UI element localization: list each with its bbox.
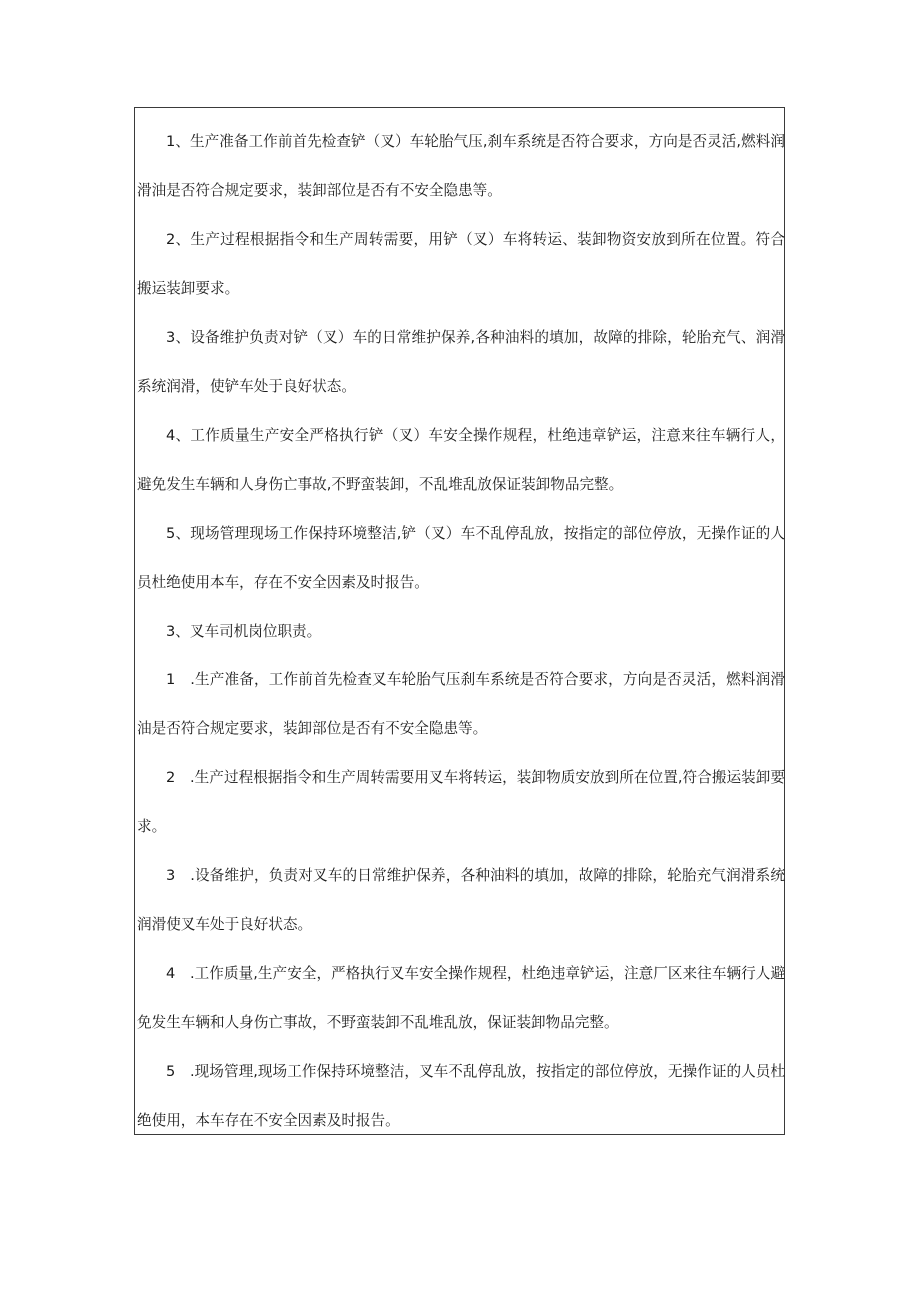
paragraph-9: 4 .工作质量,生产安全，严格执行叉车安全操作规程，杜绝违章铲运，注意厂区来往车辆行人避免发生车辆和人身伤亡事故，不野蛮装卸不乱堆乱放，保证装卸物品完整。 [137,965,785,1031]
paragraph-8: 3 .设备维护，负责对叉车的日常维护保养，各种油料的填加，故障的排除，轮胎充气润滑系统润滑使叉车处于良好状态。 [137,867,785,933]
paragraph-5: 5、现场管理现场工作保持环境整洁,铲（叉）车不乱停乱放，按指定的部位停放，无操作证的人员杜绝使用本车，存在不安全因素及时报告。 [137,525,785,591]
paragraph-7: 2 .生产过程根据指令和生产周转需要用叉车将转运，装卸物质安放到所在位置,符合搬运装卸要求。 [137,769,785,835]
paragraph-4: 4、工作质量生产安全严格执行铲（叉）车安全操作规程，杜绝违章铲运，注意来往车辆行人，避免发生车辆和人身伤亡事故,不野蛮装卸，不乱堆乱放保证装卸物品完整。 [137,427,785,493]
paragraph-6: 1 .生产准备，工作前首先检查叉车轮胎气压刹车系统是否符合要求，方向是否灵活，燃料润滑油是否符合规定要求，装卸部位是否有不安全隐患等。 [137,671,785,737]
paragraph-3: 3、设备维护负责对铲（叉）车的日常维护保养,各种油料的填加，故障的排除，轮胎充气、润滑系统润滑，使铲车处于良好状态。 [137,329,785,395]
paragraph-10: 5 .现场管理,现场工作保持环境整洁，叉车不乱停乱放，按指定的部位停放，无操作证的人员杜绝使用，本车存在不安全因素及时报告。 [137,1063,785,1129]
paragraph-2: 2、生产过程根据指令和生产周转需要，用铲（叉）车将转运、装卸物资安放到所在位置。符合搬运装卸要求。 [137,231,785,297]
paragraph-1: 1、生产准备工作前首先检查铲（叉）车轮胎气压,刹车系统是否符合要求，方向是否灵活,燃料润滑油是否符合规定要求，装卸部位是否有不安全隐患等。 [137,133,785,199]
section-heading: 3、叉车司机岗位职责。 [166,623,322,640]
